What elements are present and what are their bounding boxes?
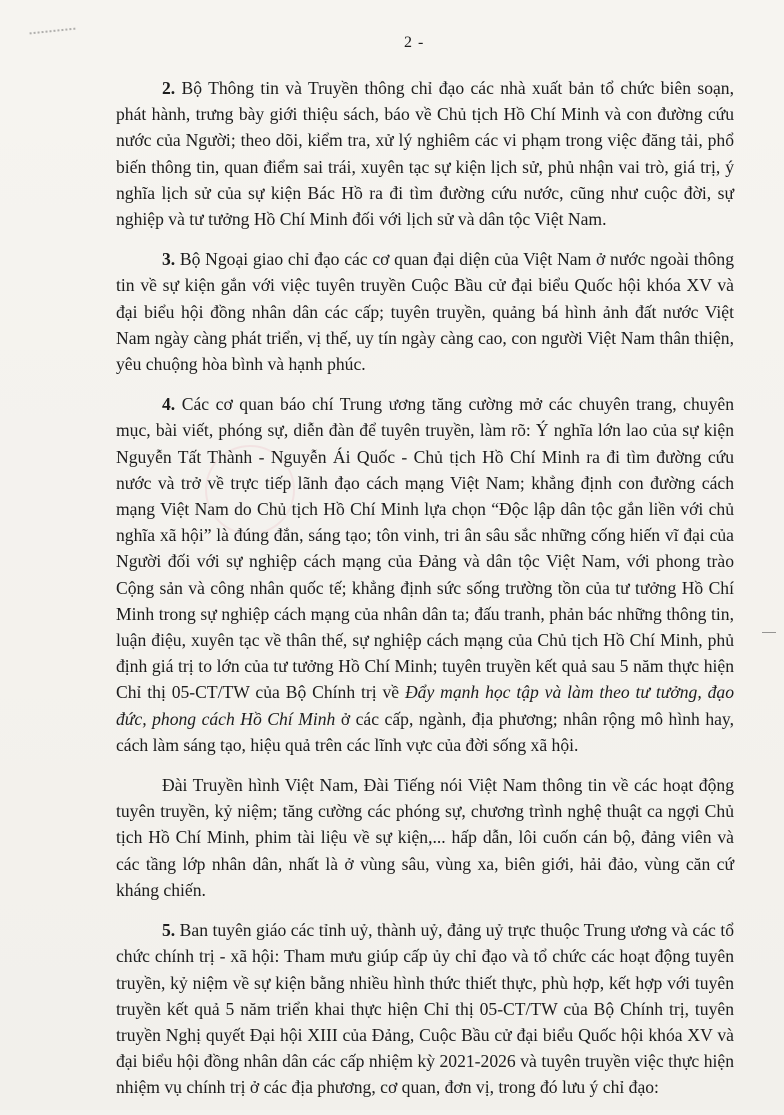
paragraph-number: 3. — [162, 249, 176, 270]
paragraph-text: Ban tuyên giáo các tỉnh uỷ, thành uỷ, đảng uỷ trực thuộc Trung ương và các tổ chức chính trị - xã hội: Tham mưu giúp cấp ủy chỉ đạo và tổ chức các hoạt động tuyên truyền, kỷ niệm về sự kiện bằng nhiều hình thức thiết thực, phù hợp, kết hợp với tuyên truyền kết quả 5 năm triển khai thực hiện Chỉ thị 05-CT/TW của Bộ Chính trị, tuyên truyền Nghị quyết Đại hội XIII của Đảng, Cuộc Bầu cử đại biểu Quốc hội khóa XV và đại biểu hội đồng nhân dân các cấp nhiệm kỳ 2021-2026 và tuyên truyền việc thực hiện nhiệm vụ chính trị ở các địa phương, cơ quan, đơn vị, trong đó lưu ý chỉ đạo: — [116, 920, 734, 1098]
paragraph-text: Các cơ quan báo chí Trung ương tăng cường mở các chuyên trang, chuyên mục, bài viết, phóng sự, diễn đàn để tuyên truyền, làm rõ: Ý nghĩa lớn lao của sự kiện Nguyễn Tất Thành - Nguyễn Ái Quốc - Chủ tịch Hồ Chí Minh ra đi tìm đường cứu nước và trở về trực tiếp lãnh đạo cách mạng Việt Nam; khẳng định con đường cách mạng Việt Nam do Chủ tịch Hồ Chí Minh lựa chọn “Độc lập dân tộc gắn liền với chủ nghĩa xã hội” là đúng đắn, sáng tạo; tôn vinh, tri ân sâu sắc những cống hiến vĩ đại của Người đối với sự nghiệp cách mạng của Đảng và dân tộc Việt Nam, với phong trào Cộng sản và công nhân quốc tế; khẳng định sức sống trường tồn của tư tưởng Hồ Chí Minh trong sự nghiệp cách mạng của nhân dân ta; đấu tranh, phản bác những thông tin, luận điệu, xuyên tạc về thân thế, sự nghiệp cách mạng của Chủ tịch Hồ Chí Minh, phủ định giá trị to lớn của tư tưởng Hồ Chí Minh; tuyên truyền kết quả sau 5 năm thực hiện Chỉ thị 05-CT/TW của Bộ Chính trị về — [116, 394, 734, 703]
scan-edge-mark — [762, 632, 776, 633]
scan-artifact — [29, 28, 76, 45]
paragraph-number: 5. — [162, 920, 176, 941]
page-number: 2 - — [404, 34, 425, 51]
paragraph-text-continued: ở các cấp, ngành, địa phương; nhân rộng mô hình hay, cách làm sáng tạo, hiệu quả trên các lĩnh vực của đời sống xã hội. — [116, 708, 734, 755]
paragraph-5 — [116, 917, 734, 1100]
document-body — [116, 75, 734, 1115]
paragraph-number: 2. — [162, 78, 176, 98]
paragraph-2 — [116, 75, 734, 232]
paragraph-broadcast — [116, 772, 734, 903]
paragraph-number: 4. — [162, 394, 176, 415]
paragraph-text: Bộ Ngoại giao chỉ đạo các cơ quan đại diện của Việt Nam ở nước ngoài thông tin về sự kiện gắn với việc tuyên truyền Cuộc Bầu cử đại biểu Quốc hội khóa XV và đại biểu hội đồng nhân dân các cấp; tuyên truyền, quảng bá hình ảnh đất nước Việt Nam ngày càng phát triển, vị thế, uy tín ngày càng cao, con người Việt Nam thân thiện, yêu chuộng hòa bình và hạnh phúc. — [116, 249, 734, 375]
paragraph-4 — [116, 391, 734, 758]
paragraph-3 — [116, 246, 734, 377]
italic-directive-title: Đẩy mạnh học tập và làm theo tư tưởng, đạo đức, phong cách Hồ Chí Minh — [116, 682, 734, 729]
paragraph-text: Đài Truyền hình Việt Nam, Đài Tiếng nói Việt Nam thông tin về các hoạt động tuyên truyền, kỷ niệm; tăng cường các phóng sự, chương trình nghệ thuật ca ngợi Chủ tịch Hồ Chí Minh, phim tài liệu về sự kiện,... hấp dẫn, lôi cuốn cán bộ, đảng viên và các tầng lớp nhân dân, nhất là ở vùng sâu, vùng xa, biên giới, hải đảo, vùng căn cứ kháng chiến. — [116, 775, 734, 900]
paragraph-text: Bộ Thông tin và Truyền thông chỉ đạo các nhà xuất bản tổ chức biên soạn, phát hành, trưng bày giới thiệu sách, báo về Chủ tịch Hồ Chí Minh và con đường cứu nước của Người; theo dõi, kiểm tra, xử lý nghiêm các vi phạm trong việc đăng tải, phổ biến thông tin, quan điểm sai trái, xuyên tạc sự kiện lịch sử, phủ nhận vai trò, giá trị, ý nghĩa lịch sử của sự kiện Bác Hồ ra đi tìm đường cứu nước, cũng như cuộc đời, sự nghiệp và tư tưởng Hồ Chí Minh đối với lịch sử và dân tộc Việt Nam. — [116, 78, 734, 230]
